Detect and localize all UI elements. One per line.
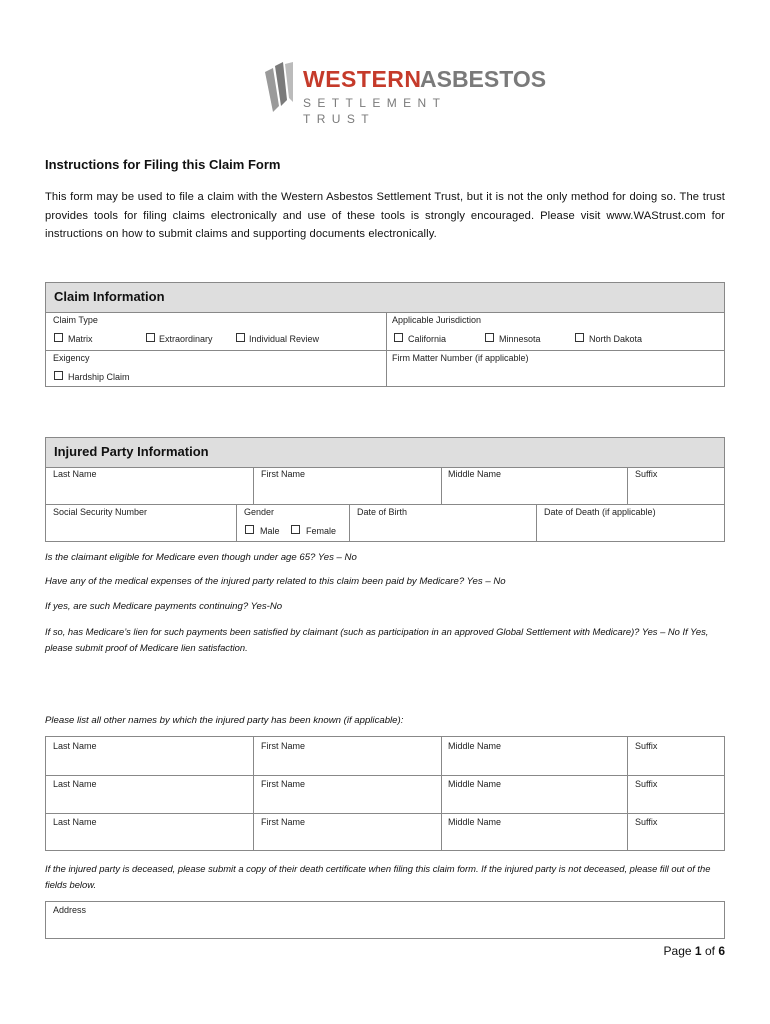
claim-type-extraordinary-label: Extraordinary: [159, 334, 213, 344]
claim-type-individual-review-label: Individual Review: [249, 334, 320, 344]
deceased-note: If the injured party is deceased, please submit a copy of their death certificate when filing this claim form. If the injured party is not deceased, please fill out of the fields below.: [45, 863, 711, 890]
date-of-birth-field[interactable]: Date of Birth: [357, 507, 408, 517]
last-name-field[interactable]: Last Name: [53, 469, 97, 479]
male-label: Male: [260, 526, 280, 536]
page-number: 1: [694, 944, 702, 958]
other-first-name-1[interactable]: First Name: [261, 741, 306, 751]
checkbox-north-dakota[interactable]: [575, 333, 584, 342]
other-suffix-1[interactable]: Suffix: [635, 741, 658, 751]
claim-type-matrix-label: Matrix: [68, 334, 93, 344]
checkbox-male[interactable]: [245, 525, 254, 534]
gender-label: Gender: [244, 507, 275, 517]
col-divider: [627, 737, 628, 851]
page-word: Page: [663, 944, 692, 958]
hardship-claim-label: Hardship Claim: [68, 372, 130, 382]
checkbox-minnesota[interactable]: [485, 333, 494, 342]
page-footer: [664, 944, 725, 958]
other-middle-name-3[interactable]: Middle Name: [448, 817, 502, 827]
other-last-name-3[interactable]: Last Name: [53, 817, 97, 827]
firm-matter-number-label[interactable]: Firm Matter Number (if applicable): [392, 353, 529, 363]
first-name-field[interactable]: First Name: [261, 469, 306, 479]
instructions-body: This form may be used to file a claim with the Western Asbestos Settlement Trust, but it is not the only method for doing so. The trust provides tools for filing claims electronically and use of these tools is strongly encouraged. Please visit www.WAStrust.com for instructions on how to submit claims and supporting documents electronically.: [45, 191, 725, 241]
checkbox-extraordinary[interactable]: [146, 333, 155, 342]
medicare-question-2: Have any of the medical expenses of the injured party related to this claim been paid by Medicare? Yes – No: [45, 576, 506, 587]
injured-row-divider: [46, 504, 724, 505]
injured-party-section: [45, 437, 725, 542]
jurisdiction-label: Applicable Jurisdiction: [392, 315, 482, 325]
suffix-field[interactable]: Suffix: [635, 469, 658, 479]
logo-word-settlement-trust: SETTLEMENT TRUST: [303, 96, 447, 126]
address-field[interactable]: [45, 901, 725, 939]
other-middle-name-2[interactable]: Middle Name: [448, 779, 502, 789]
medicare-question-3: If yes, are such Medicare payments continuing? Yes-No: [45, 601, 283, 612]
medicare-question-4: If so, has Medicare’s lien for such payments been satisfied by claimant (such as participation in an approved Global Settlement with Medicare)? Yes – No If Yes, please submit proof of Medicare lien satisfaction.: [45, 626, 709, 653]
col-divider: [349, 504, 350, 542]
logo-word-western: WESTERN: [303, 66, 422, 92]
col-divider: [253, 737, 254, 851]
col-divider: [627, 468, 628, 504]
other-first-name-2[interactable]: First Name: [261, 779, 306, 789]
instructions-title: Instructions for Filing this Claim Form: [45, 157, 281, 172]
other-names-table: [45, 736, 725, 851]
checkbox-matrix[interactable]: [54, 333, 63, 342]
col-divider: [536, 504, 537, 542]
row-divider: [46, 813, 724, 814]
injured-party-heading: Injured Party Information: [46, 438, 724, 468]
col-divider: [441, 468, 442, 504]
other-suffix-2[interactable]: Suffix: [635, 779, 658, 789]
col-divider: [441, 737, 442, 851]
other-last-name-2[interactable]: Last Name: [53, 779, 97, 789]
claim-row-divider: [46, 350, 724, 351]
jurisdiction-california-label: California: [408, 334, 447, 344]
checkbox-individual-review[interactable]: [236, 333, 245, 342]
middle-name-field[interactable]: Middle Name: [448, 469, 502, 479]
logo-word-asbestos: ASBESTOS: [420, 66, 547, 92]
exigency-label: Exigency: [53, 353, 90, 363]
other-suffix-3[interactable]: Suffix: [635, 817, 658, 827]
col-divider: [236, 504, 237, 542]
other-middle-name-1[interactable]: Middle Name: [448, 741, 502, 751]
claim-information-heading: Claim Information: [46, 283, 724, 313]
checkbox-hardship-claim[interactable]: [54, 371, 63, 380]
checkbox-california[interactable]: [394, 333, 403, 342]
female-label: Female: [306, 526, 337, 536]
checkbox-female[interactable]: [291, 525, 300, 534]
medicare-question-1: Is the claimant eligible for Medicare even though under age 65? Yes – No: [45, 552, 357, 563]
jurisdiction-minnesota-label: Minnesota: [499, 334, 541, 344]
logo-mark-icon: [265, 62, 295, 114]
ssn-field[interactable]: Social Security Number: [53, 507, 148, 517]
col-divider: [253, 468, 254, 504]
date-of-death-field[interactable]: Date of Death (if applicable): [544, 507, 656, 517]
address-label: Address: [53, 905, 87, 915]
of-word: of: [704, 944, 715, 958]
claim-type-label: Claim Type: [53, 315, 98, 325]
trust-logo: [265, 62, 547, 126]
claim-information-section: [45, 282, 725, 387]
row-divider: [46, 775, 724, 776]
jurisdiction-north-dakota-label: North Dakota: [589, 334, 643, 344]
other-first-name-3[interactable]: First Name: [261, 817, 306, 827]
other-names-prompt: Please list all other names by which the injured party has been known (if applicable):: [45, 715, 404, 726]
other-last-name-1[interactable]: Last Name: [53, 741, 97, 751]
page-total: 6: [718, 944, 725, 958]
